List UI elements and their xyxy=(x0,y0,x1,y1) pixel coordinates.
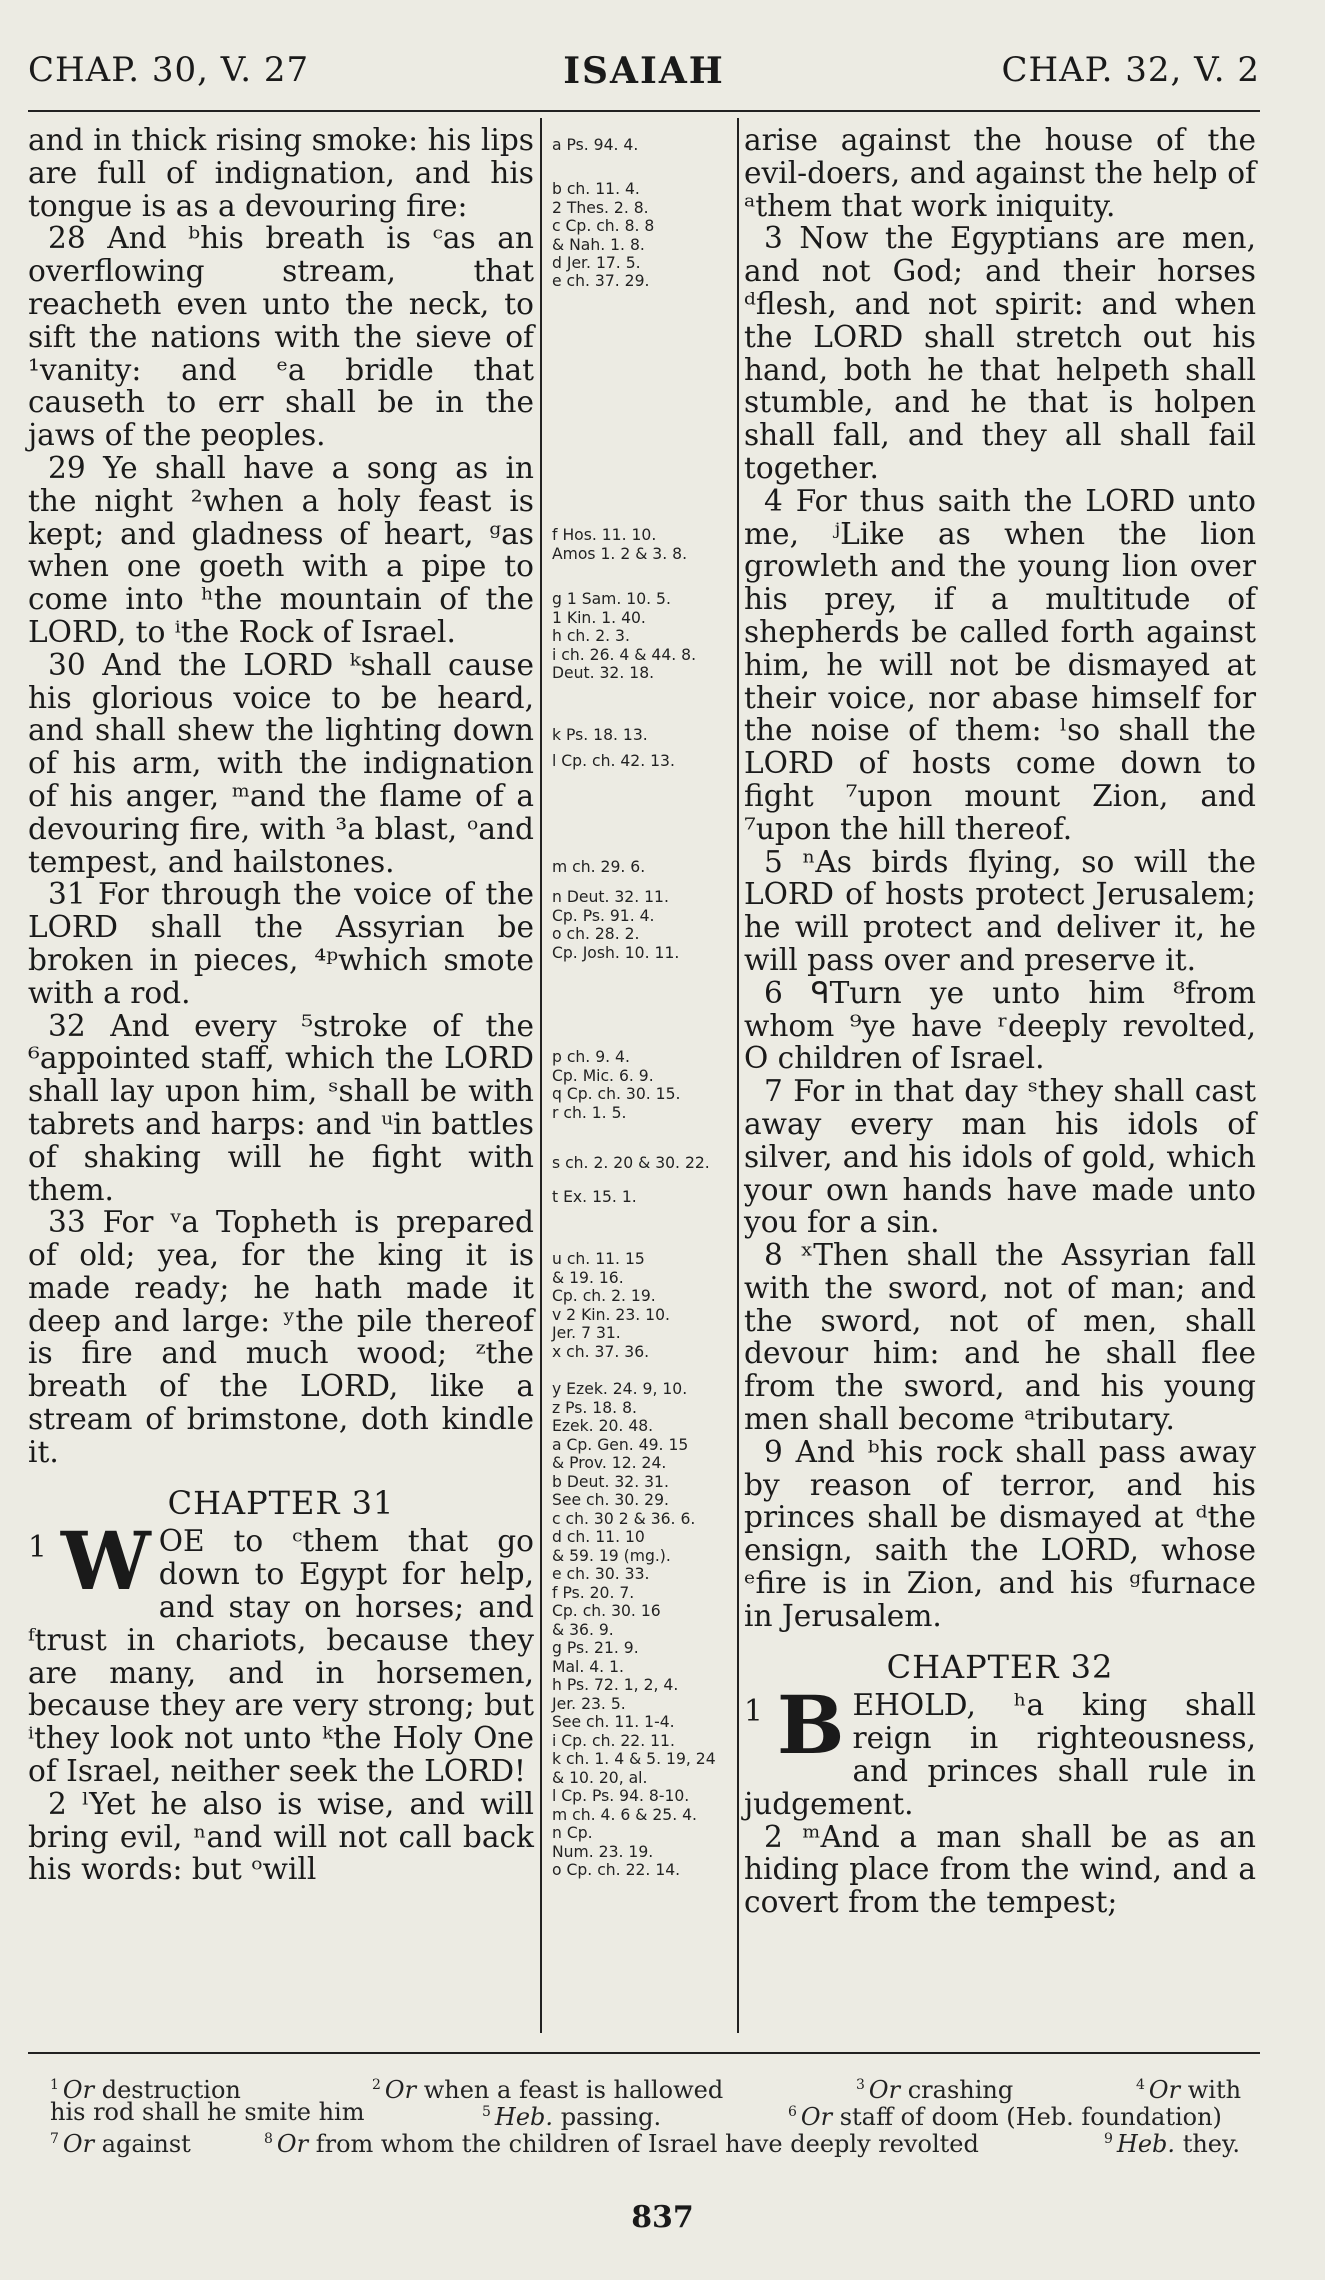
column-divider-left xyxy=(540,118,542,2033)
reference: l Cp. ch. 42. 13. xyxy=(552,752,675,770)
verse-29: 29 Ye shall have a song as in the night ²when a holy feast is kept; and gladness of heart, ᵍas when one goeth with a pipe to come into ʰthe mountain of the LORD, to ⁱthe Rock of Israel. xyxy=(28,450,534,649)
verse-number: 1 xyxy=(744,1694,763,1729)
reference: p ch. 9. 4. Cp. Mic. 6. 9. q Cp. ch. 30. 15. r ch. 1. 5. xyxy=(552,1048,681,1122)
verse-8: 8 ˣThen shall the Assyrian fall with the sword, not of man; and the sword, not of men, shall devour him: and he shall flee from the sword, and his young men shall become ᵃtributary. xyxy=(744,1238,1256,1437)
footnote-row xyxy=(36,2098,1266,2131)
header-left: CHAP. 30, V. 27 xyxy=(28,50,310,90)
header-right: CHAP. 32, V. 2 xyxy=(1001,50,1260,90)
running-header xyxy=(28,50,1260,100)
footnote: $^3$ Or crashing xyxy=(856,2076,1014,2104)
footnote: his rod shall he smite him xyxy=(50,2098,365,2126)
verse-number: 1 xyxy=(28,1530,47,1565)
reference: y Ezek. 24. 9, 10. z Ps. 18. 8. Ezek. 20. 48. a Cp. Gen. 49. 15 & Prov. 12. 24. b Deut. 32. 31. See ch. 30. 29. c ch. 30 2 & 36. 6. d ch. 11. 10 & 59. 19 (mg.). e ch. 30. 33. f Ps. 20. 7. Cp. ch. 30. 16 & 36. 9. g Ps. 21. 9. Mal. 4. 1. h Ps. 72. 1, 2, 4. Jer. 23. 5. See ch. 11. 1-4. i Cp. ch. 22. 11. k ch. 1. 4 & 5. 19, 24 & 10. 20, al. l Cp. Ps. 94. 8-10. m ch. 4. 6 & 25. 4. n Cp. Num. 23. 19. o Cp. ch. 22. 14. xyxy=(552,1380,716,1879)
reference: n Deut. 32. 11. Cp. Ps. 91. 4. o ch. 28. 2. Cp. Josh. 10. 11. xyxy=(552,888,680,962)
reference: s ch. 2. 20 & 30. 22. xyxy=(552,1154,710,1172)
verse-9: 9 And ᵇhis rock shall pass away by reason of terror, and his princes shall be dismayed at ᵈthe ensign, saith the LORD, whose ᵉfire is in Zion, and his ᵍfurnace in Jerusalem. xyxy=(744,1434,1256,1633)
reference: a Ps. 94. 4. xyxy=(552,136,639,154)
footnote: $^1$ Or destruction xyxy=(50,2076,241,2104)
drop-cap: B xyxy=(776,1678,845,1773)
chapter-32-heading: CHAPTER 32 xyxy=(886,1647,1114,1686)
verse-4: 4 For thus saith the LORD unto me, ʲLike as when the lion growleth and the young lion over his prey, if a multitude of shepherds be called forth against him, he will not be dismayed at their voice, nor abase himself for the noise of them: ˡso shall the LORD of hosts come down to fight ⁷upon mount Zion, and ⁷upon the hill thereof. xyxy=(744,483,1256,846)
reference: m ch. 29. 6. xyxy=(552,858,646,876)
column-divider-right xyxy=(737,118,739,2033)
footnote-row xyxy=(36,2072,1266,2104)
footnote-row xyxy=(36,2126,1266,2158)
footnote: $^6$ Or staff of doom (Heb. foundation) xyxy=(788,2103,1222,2131)
verse-28: 28 And ᵇhis breath is ᶜas an overflowing stream, that reacheth even unto the neck, to sift the nations with the sieve of ¹vanity: and ᵉa bridle that causeth to err shall be in the jaws of the peoples. xyxy=(28,221,534,453)
footnote-rule xyxy=(28,2052,1260,2054)
chapter-31-opening-text: OE to ᶜthem that go down to Egypt for help, and stay on horses; and ᶠtrust in chariots, because they are many, and in horsemen, because they are very strong; but ⁱthey look not unto ᵏthe Holy One of Israel, neither seek the LORD! xyxy=(28,1524,534,1789)
reference: u ch. 11. 15 & 19. 16. Cp. ch. 2. 19. v 2 Kin. 23. 10. Jer. 7 31. x ch. 37. 36. xyxy=(552,1250,670,1361)
chapter-31-verse-1 xyxy=(28,1514,534,1789)
drop-cap: W xyxy=(60,1514,151,1609)
reference: e ch. 37. 29. xyxy=(552,272,650,290)
verse-6: 6 ᑫTurn ye unto him ⁸from whom ⁹ye have ʳdeeply revolted, O children of Israel. xyxy=(744,975,1256,1076)
chapter-32-verse-1 xyxy=(744,1678,1256,1821)
footnote: $^8$ Or from whom the children of Israel have deeply revolted xyxy=(264,2130,979,2158)
verse-33: 33 For ᵛa Topheth is prepared of old; yea, for the king it is made ready; he hath made it deep and large: ʸthe pile thereof is fire and much wood; ᶻthe breath of the LORD, like a stream of brimstone, doth kindle it. xyxy=(28,1205,534,1469)
footnote: $^2$ Or when a feast is hallowed xyxy=(372,2076,724,2104)
header-rule xyxy=(28,110,1260,112)
verse-31: 31 For through the voice of the LORD shall the Assyrian be broken in pieces, ⁴ᵖwhich smote with a rod. xyxy=(28,877,534,1010)
left-text-column xyxy=(28,124,534,1886)
verse-2-continuation: arise against the house of the evil-doers, and against the help of ᵃthem that work iniquity. xyxy=(744,123,1256,223)
header-title: ISAIAH xyxy=(563,50,725,92)
footnote: $^7$ Or against xyxy=(50,2130,191,2158)
reference: b ch. 11. 4. 2 Thes. 2. 8. c Cp. ch. 8. 8 & Nah. 1. 8. d Jer. 17. 5. xyxy=(552,180,655,272)
reference: g 1 Sam. 10. 5. 1 Kin. 1. 40. h ch. 2. 3. i ch. 26. 4 & 44. 8. Deut. 32. 18. xyxy=(552,590,697,682)
footnotes xyxy=(36,2072,1266,2158)
chapter-32-opening-text: EHOLD, ʰa king shall reign in righteousness, and princes shall rule in judgement. xyxy=(744,1688,1256,1821)
footnote: $^4$ Or with xyxy=(1136,2076,1242,2104)
verse-27-continuation: and in thick rising smoke: his lips are full of indignation, and his tongue is as a devouring fire: xyxy=(28,123,534,223)
verse-32: 32 And every ⁵stroke of the ⁶appointed staff, which the LORD shall lay upon him, ˢshall be with tabrets and harps: and ᵘin battles of shaking will he fight with them. xyxy=(28,1008,534,1207)
verse-3: 3 Now the Egyptians are men, and not God; and their horses ᵈflesh, and not spirit: and when the LORD shall stretch out his hand, both he that helpeth shall stumble, and he that is holpen shall fall, and they all shall fail together. xyxy=(744,221,1256,485)
footnote: $^5$ Heb. passing. xyxy=(482,2103,662,2131)
chapter-32-verse-2: 2 ᵐAnd a man shall be as an hiding place from the wind, and a covert from the tempest; xyxy=(744,1819,1256,1920)
reference: f Hos. 11. 10. Amos 1. 2 & 3. 8. xyxy=(552,526,688,563)
chapter-31-heading: CHAPTER 31 xyxy=(167,1483,395,1522)
right-text-column xyxy=(744,124,1256,1919)
verse-5: 5 ⁿAs birds flying, so will the LORD of hosts protect Jerusalem; he will protect and deliver it, he will pass over and preserve it. xyxy=(744,844,1256,977)
reference: t Ex. 15. 1. xyxy=(552,1188,637,1206)
footnote: $^9$ Heb. they. xyxy=(1104,2130,1240,2158)
chapter-31-verse-2: 2 ˡYet he also is wise, and will bring evil, ⁿand will not call back his words: but ᵒwill xyxy=(28,1786,534,1887)
verse-7: 7 For in that day ˢthey shall cast away every man his idols of silver, and his idols of gold, which your own hands have made unto you for a sin. xyxy=(744,1074,1256,1240)
verse-30: 30 And the LORD ᵏshall cause his glorious voice to be heard, and shall shew the lighting down of his arm, with the indignation of his anger, ᵐand the flame of a devouring fire, with ³a blast, ᵒand tempest, and hailstones. xyxy=(28,647,534,879)
page-number: 837 xyxy=(631,2200,694,2235)
reference: k Ps. 18. 13. xyxy=(552,726,648,744)
